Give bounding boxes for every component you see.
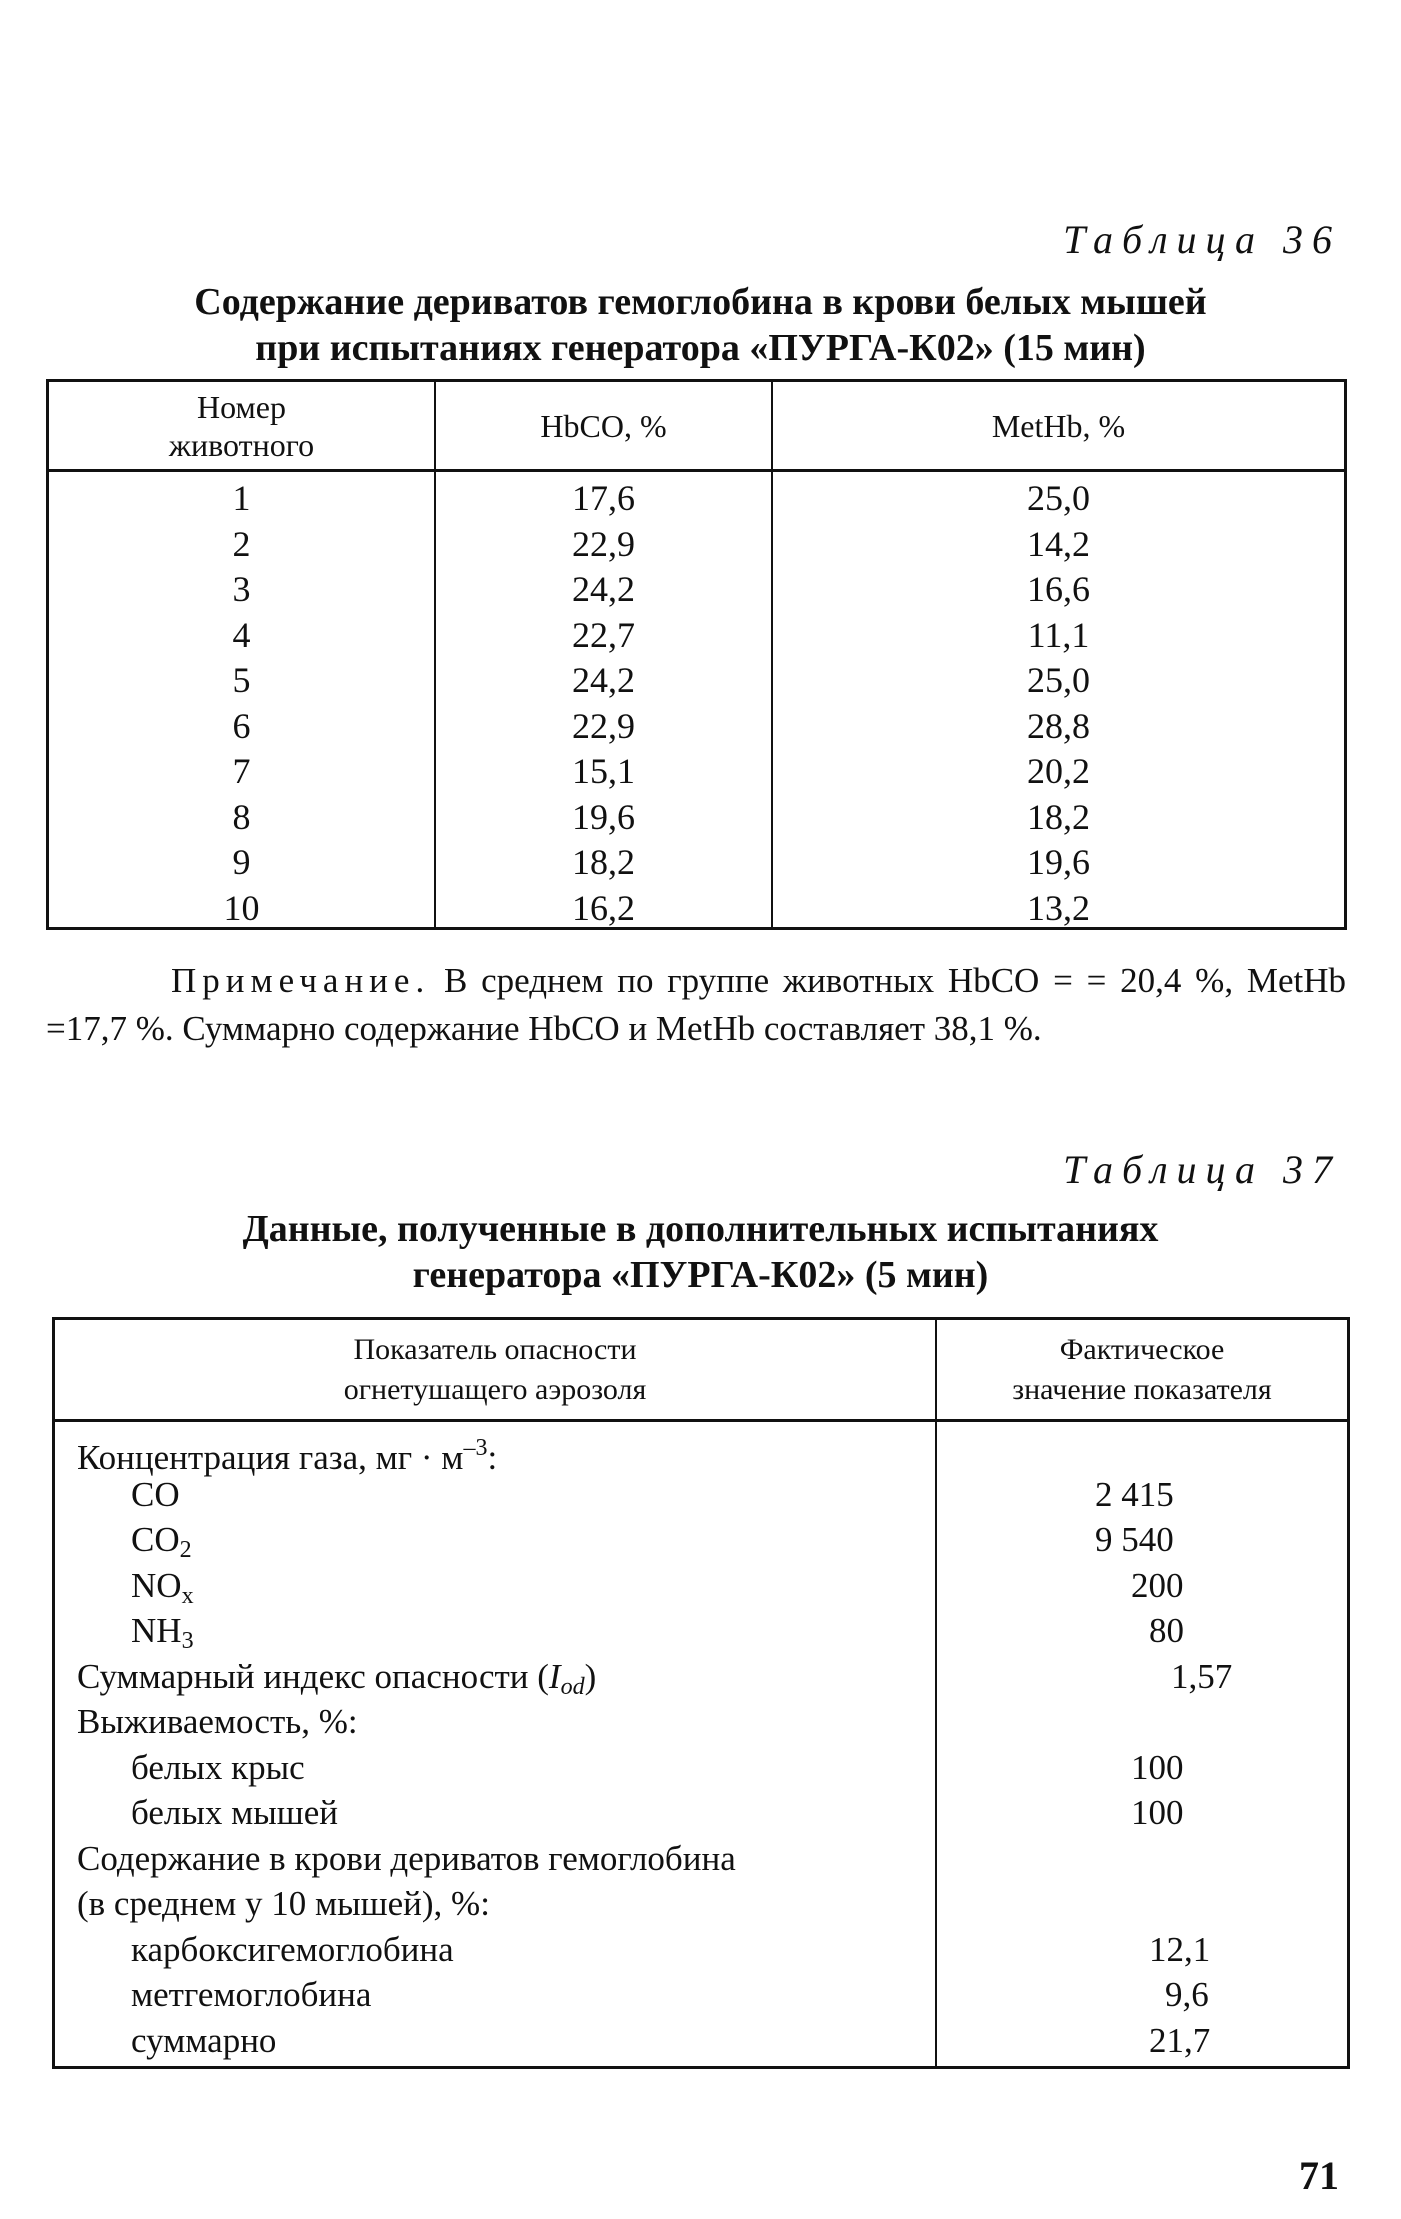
survival-label: Выживаемость, %: (77, 1702, 358, 1741)
animal-number-cell: 7 (232, 751, 251, 791)
table-row (49, 840, 1344, 886)
table-row (55, 1745, 1347, 1791)
table-36 (46, 379, 1347, 930)
table-row (55, 1517, 1347, 1563)
table-row (49, 886, 1344, 932)
table-36-caption: Таблица 36 (1063, 217, 1341, 262)
note-text: В среднем по группе животных HbCO = = 20,4 %, MetHb =17,7 %. Суммарно содержание HbCO и MetHb составляет 38,1 %. (46, 961, 1346, 1048)
table-row (55, 1972, 1347, 2018)
hbco-cell: 22,7 (572, 614, 635, 655)
methemo-label: метгемоглобина (131, 1975, 372, 2014)
table-row (55, 1608, 1347, 1654)
hbco-cell: 17,6 (572, 478, 635, 518)
derivatives-label-line1: Содержание в крови дериватов гемоглобина (77, 1838, 736, 1878)
header-parameter-line2: огнетушащего аэрозоля (343, 1372, 647, 1406)
table-row (55, 1563, 1347, 1609)
methb-cell: 25,0 (1027, 660, 1090, 700)
table-row (55, 1699, 1347, 1745)
table-36-body (49, 476, 1344, 931)
table-row (49, 613, 1344, 659)
table-row (49, 476, 1344, 522)
animal-number-cell: 8 (232, 796, 251, 837)
table-37-caption: Таблица 37 (1063, 1147, 1341, 1192)
table-row (55, 1927, 1347, 1973)
methb-cell: 14,2 (1027, 523, 1090, 564)
hbco-cell: 22,9 (572, 523, 635, 564)
co2-value: 9 540 (1095, 1520, 1174, 1559)
table-37-header (55, 1320, 1347, 1422)
methb-cell: 11,1 (1027, 614, 1090, 655)
table-37-title-line1: Данные, полученные в дополнительных испытаниях (242, 1208, 1159, 1250)
table-36-title-line1: Содержание дериватов гемоглобина в крови белых мышей (194, 281, 1207, 323)
total-index-value: 1,57 (1171, 1656, 1233, 1696)
table-row (55, 1426, 1347, 1477)
note-label: Примечание. (171, 961, 431, 1000)
table-37-body (55, 1426, 1347, 2063)
header-hbco: HbCO, % (540, 407, 667, 444)
methb-cell: 13,2 (1027, 887, 1090, 928)
mice-value: 100 (1131, 1793, 1184, 1832)
hbco-cell: 18,2 (572, 842, 635, 882)
table-row (55, 2018, 1347, 2064)
animal-number-cell: 6 (232, 705, 251, 746)
methb-cell: 19,6 (1027, 842, 1090, 882)
table-row (55, 1881, 1347, 1927)
table-row (49, 567, 1344, 613)
total-label: суммарно (131, 2020, 277, 2060)
animal-number-cell: 4 (232, 614, 251, 655)
total-index-label: Суммарный индекс опасности $(I_{od})$ (77, 1656, 597, 1700)
rats-label: белых крыс (131, 1747, 305, 1787)
carboxy-label: карбоксигемоглобина (131, 1929, 454, 1969)
animal-number-cell: 5 (232, 660, 251, 700)
nh3-label: $NH_3$ (131, 1611, 194, 1654)
table-36-title-line2: при испытаниях генератора «ПУРГА-К02» (15 мин) (255, 327, 1146, 369)
nox-label: $NO_x$ (131, 1565, 194, 1609)
rats-value: 100 (1131, 1747, 1184, 1787)
animal-number-cell: 9 (232, 842, 251, 882)
mice-label: белых мышей (131, 1793, 338, 1832)
table-36-header (49, 382, 1344, 472)
hbco-cell: 24,2 (572, 660, 635, 700)
header-animal-line2: животного (168, 426, 315, 463)
table-row (55, 1836, 1347, 1882)
animal-number-cell: 3 (232, 569, 251, 609)
table-row (49, 522, 1344, 568)
co2-label: $CO_2$ (131, 1520, 192, 1563)
hbco-cell: 19,6 (572, 796, 635, 837)
methb-cell: 16,6 (1027, 569, 1090, 609)
hbco-cell: 16,2 (572, 887, 635, 928)
hbco-cell: 22,9 (572, 705, 635, 746)
header-animal-number (49, 382, 434, 469)
header-value-line1: Фактическое (1059, 1332, 1225, 1366)
header-value (937, 1320, 1347, 1419)
table-37-title-line2: генератора «ПУРГА-К02» (5 мин) (412, 1254, 989, 1296)
total-value: 21,7 (1149, 2020, 1211, 2060)
header-value-line2: значение показателя (1012, 1372, 1272, 1406)
header-methb: MetHb, % (991, 407, 1126, 444)
table-row (55, 1790, 1347, 1836)
methb-cell: 18,2 (1027, 796, 1090, 837)
animal-number-cell: 1 (232, 478, 251, 518)
methb-cell: 28,8 (1027, 705, 1090, 746)
nh3-value: 80 (1149, 1611, 1184, 1650)
carboxy-value: 12,1 (1149, 1929, 1211, 1969)
co-value: 2 415 (1095, 1474, 1174, 1514)
table-row (55, 1472, 1347, 1518)
methb-cell: 20,2 (1027, 751, 1090, 791)
methemo-value: 9,6 (1165, 1975, 1209, 2014)
animal-number-cell: 10 (223, 887, 260, 928)
table-37 (52, 1317, 1350, 2069)
table-row (49, 749, 1344, 795)
animal-number-cell: 2 (232, 523, 251, 564)
table-row (55, 1654, 1347, 1700)
gas-concentration-label: Концентрация газа, мг · $м^{-3}$: (77, 1435, 498, 1477)
co-label: CO (131, 1474, 180, 1514)
table-row (49, 658, 1344, 704)
hbco-cell: 24,2 (572, 569, 635, 609)
page-number: 71 (1299, 2153, 1339, 2198)
header-animal-line1: Номер (197, 388, 286, 425)
table-row (49, 704, 1344, 750)
derivatives-label-line2: (в среднем у 10 мышей), %: (77, 1884, 490, 1923)
hbco-cell: 15,1 (572, 751, 635, 791)
methb-cell: 25,0 (1027, 478, 1090, 518)
table-row (49, 795, 1344, 841)
header-parameter-line1: Показатель опасности (353, 1332, 637, 1366)
table-36-note (46, 957, 1346, 1053)
header-parameter (55, 1320, 935, 1419)
nox-value: 200 (1131, 1565, 1184, 1605)
